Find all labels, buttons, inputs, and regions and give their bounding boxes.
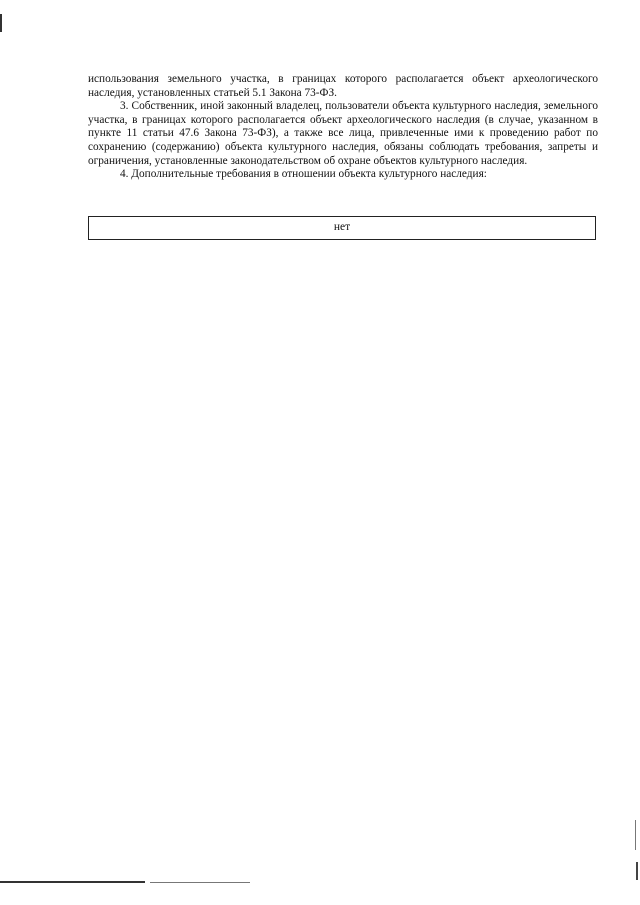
document-body — [88, 73, 598, 182]
scan-artifact-right-bottom — [636, 862, 638, 880]
paragraph-item-3: 3. Собственник, иной законный владелец, пользователи объекта культурного наследия, земельного участка, в границах которого располагается объект археологического наследия (в случае, указанном в пункте 11 статьи 47.6 Закона 73-ФЗ), а также все лица, привлеченные ими к проведению работ по сохранению (содержанию) объекта культурного наследия, обязаны соблюдать требования, запреты и ограничения, установленные законодательством об охране объектов культурного наследия. — [88, 100, 598, 167]
additional-requirements-box — [88, 216, 596, 240]
additional-requirements-value: нет — [333, 220, 351, 233]
scan-artifact-right — [635, 820, 636, 850]
scan-artifact-left — [0, 14, 2, 32]
paragraph-continuation: использования земельного участка, в границах которого располагается объект археологического наследия, установленных статьей 5.1 Закона 73-ФЗ. — [88, 73, 598, 99]
scan-artifact-bottom-rule-faint — [150, 882, 250, 883]
scan-artifact-bottom-rule — [0, 881, 145, 883]
paragraph-item-4: 4. Дополнительные требования в отношении объекта культурного наследия: — [120, 168, 487, 181]
